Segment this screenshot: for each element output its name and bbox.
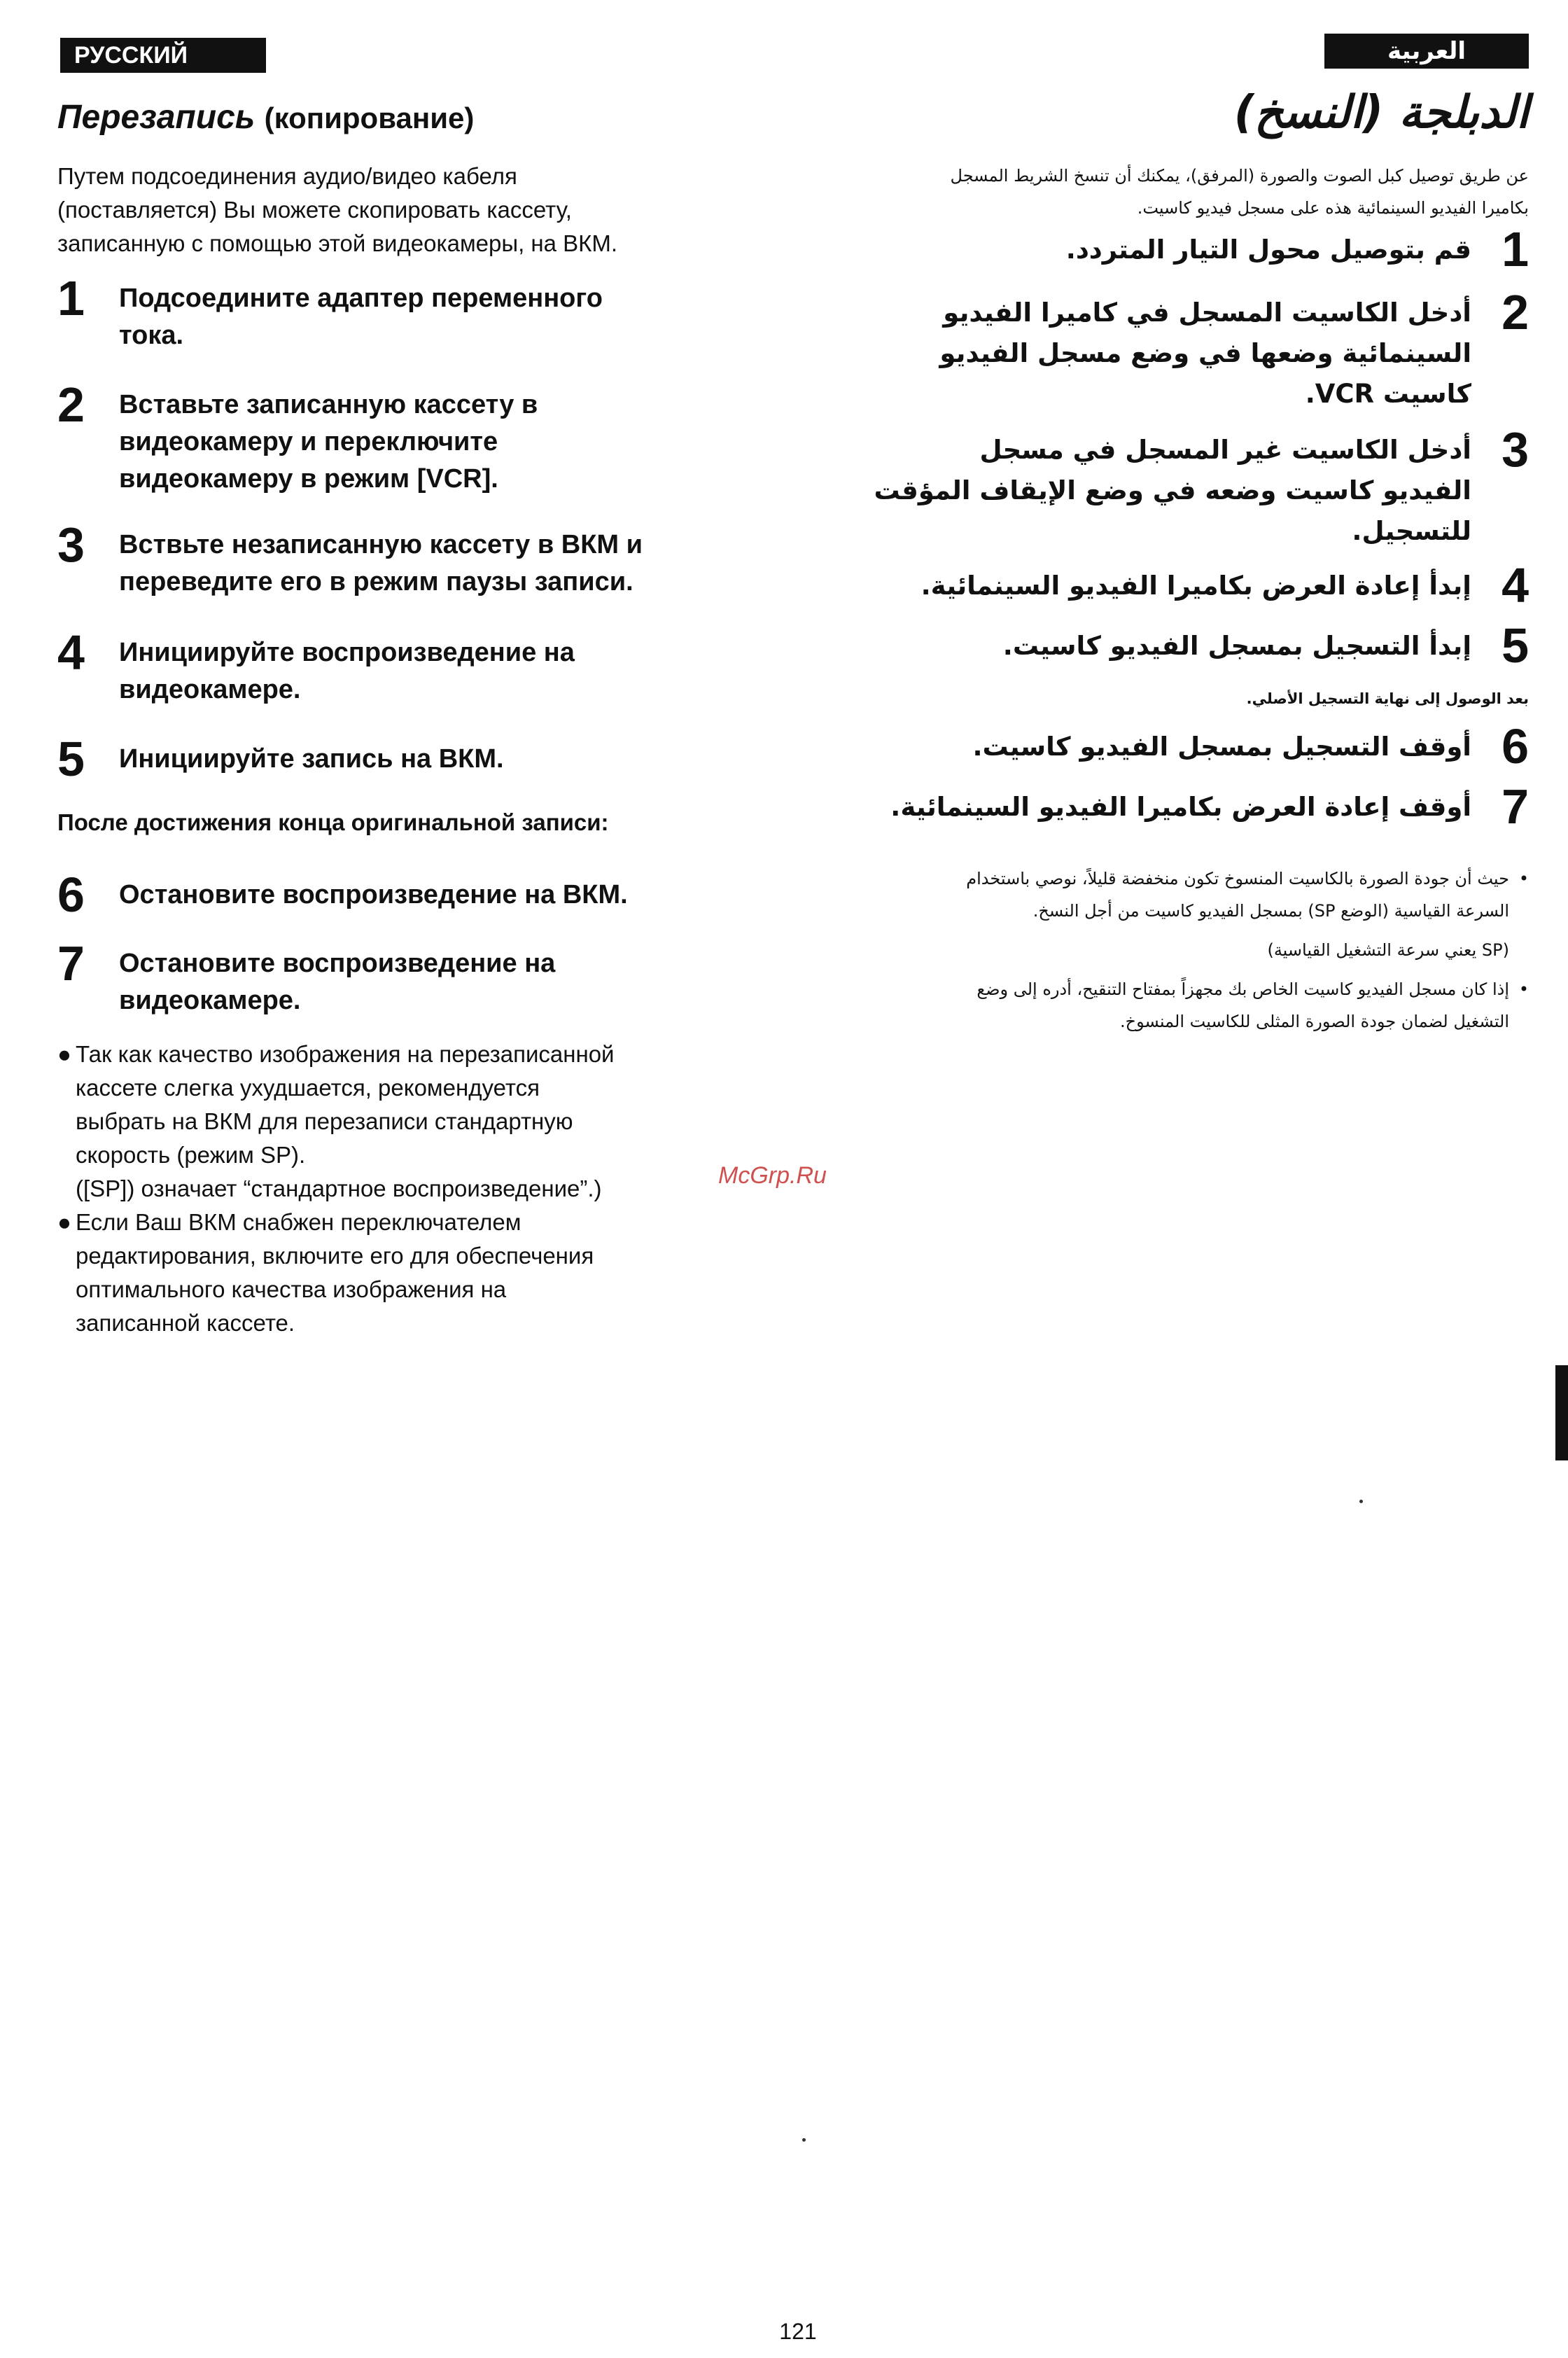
ru-note-line: записанной кассете. [76, 1310, 295, 1336]
side-tab-marker [1555, 1365, 1568, 1460]
ar-note [913, 863, 1529, 927]
ru-step-text [119, 634, 749, 709]
ar-note [913, 973, 1529, 1038]
ru-step-number: 3 [57, 517, 85, 572]
ar-step-line: أوقف إعادة العرض بكاميرا الفيديو السينمائية. [890, 792, 1471, 822]
ru-note-line: оптимального качества изображения на [76, 1276, 507, 1302]
ar-sp-note: (SP يعني سرعة التشغيل القياسية) [1267, 940, 1509, 960]
ar-step-text [841, 727, 1471, 767]
ru-step-line: видеокамеру и переключите [119, 427, 498, 456]
scan-speck [1359, 1500, 1363, 1503]
ru-step-number: 7 [57, 936, 85, 991]
ar-step-text [841, 293, 1471, 414]
ar-step-number: 2 [1502, 285, 1529, 340]
ar-step-1 [829, 222, 1529, 286]
ru-title-sub: (копирование) [264, 102, 475, 134]
ru-note-line: кассете слегка ухудшается, рекомендуется [76, 1075, 540, 1101]
ar-note-line: إذا كان مسجل الفيديو كاسيت الخاص بك مجهزاً بمفتاح التنقيح، أدره إلى وضع [976, 979, 1509, 999]
ar-step-2 [829, 285, 1529, 409]
ar-intro [913, 160, 1529, 224]
ru-page-title [57, 98, 729, 137]
ar-step-4 [829, 558, 1529, 622]
ru-step-text [119, 877, 749, 914]
ar-note-line: التشغيل لضمان جودة الصورة المثلى للكاسيت المنسوخ. [1119, 1012, 1509, 1031]
ar-subheading: بعد الوصول إلى نهاية التسجيل الأصلي. [1246, 690, 1529, 707]
ar-page-title: الدبلجة (النسخ) [1233, 87, 1529, 139]
ar-step-text [841, 566, 1471, 606]
ar-step-line: الفيديو كاسيت وضعه في وضع الإيقاف المؤقت [874, 475, 1471, 505]
ar-step-7 [829, 779, 1529, 843]
ar-step-line: إبدأ التسجيل بمسجل الفيديو كاسيت. [1002, 631, 1471, 661]
ru-note-line: выбрать на ВКМ для перезаписи стандартную [76, 1108, 573, 1134]
ar-note-line: حيث أن جودة الصورة بالكاسيت المنسوخ تكون منخفضة قليلاً، نوصي باستخدام [966, 869, 1509, 888]
ru-step-number: 4 [57, 625, 85, 680]
ru-step-number: 1 [57, 271, 85, 326]
ru-step-line: Инициируйте воспроизведение на [119, 638, 575, 667]
ru-note-line: скорость (режим SP). [76, 1142, 306, 1168]
ru-step-line: Остановите воспроизведение на [119, 949, 556, 978]
ar-step-number: 7 [1502, 779, 1529, 834]
ar-step-line: أوقف التسجيل بمسجل الفيديو كاسيت. [972, 732, 1471, 762]
bullet-icon: • [1518, 869, 1529, 888]
ar-step-number: 4 [1502, 558, 1529, 613]
ar-step-text [841, 230, 1471, 270]
ar-step-number: 5 [1502, 618, 1529, 673]
russian-language-badge: РУССКИЙ ЯЗЫК [60, 38, 266, 73]
ru-note-line: Если Ваш ВКМ снабжен переключателем [76, 1209, 522, 1235]
ar-step-6 [829, 719, 1529, 783]
ar-intro-line: بكاميرا الفيديو السينمائية هذه على مسجل فيديو كاسيت. [1137, 198, 1529, 218]
ru-step-line: Инициируйте запись на ВКМ. [119, 744, 504, 774]
ru-step-number: 2 [57, 377, 85, 432]
ru-step-number: 6 [57, 867, 85, 922]
ru-step-number: 5 [57, 732, 85, 786]
ar-step-text [841, 430, 1471, 552]
ar-notes [913, 863, 1529, 1045]
ru-step-text [119, 280, 749, 354]
bullet-icon: ● [57, 1041, 71, 1067]
watermark: McGrp.Ru [718, 1162, 827, 1189]
ar-step-line: السينمائية وضعها في وضع مسجل الفيديو [939, 338, 1471, 368]
bullet-icon: • [1518, 979, 1529, 999]
ru-step-line: Остановите воспроизведение на ВКМ. [119, 880, 628, 909]
ar-step-text [841, 626, 1471, 667]
scan-speck [802, 2138, 806, 2142]
ru-note [57, 1206, 743, 1340]
ru-intro-line: записанную с помощью этой видеокамеры, на ВКМ. [57, 230, 618, 256]
ru-note-line: ([SP]) означает “стандартное воспроизведение”.) [76, 1175, 602, 1201]
ru-intro [57, 160, 729, 260]
ar-step-line: أدخل الكاسيت المسجل في كاميرا الفيديو [943, 298, 1471, 328]
ru-intro-line: Путем подсоединения аудио/видео кабеля [57, 163, 517, 189]
ru-step-line: тока. [119, 321, 184, 350]
ru-step-line: видеокамере. [119, 986, 301, 1015]
ar-step-line: أدخل الكاسيت غير المسجل في مسجل [979, 435, 1471, 465]
ru-step-line: Вставьте записанную кассету в [119, 390, 538, 419]
ar-step-number: 6 [1502, 719, 1529, 774]
ru-step-line: видеокамеру в режим [VCR]. [119, 464, 498, 494]
arabic-language-badge: العربية [1324, 34, 1529, 69]
ar-step-number: 1 [1502, 222, 1529, 277]
page-number: 121 [779, 2319, 817, 2344]
ar-step-line: للتسجيل. [1352, 516, 1471, 546]
ru-intro-line: (поставляется) Вы можете скопировать кассету, [57, 197, 572, 223]
ru-step-line: Подсоедините адаптер переменного [119, 284, 603, 313]
ar-step-line: إبدأ إعادة العرض بكاميرا الفيديو السينمائية. [920, 571, 1471, 601]
ru-step-line: Вствьте незаписанную кассету в ВКМ и [119, 530, 643, 559]
ru-title-main: Перезапись [57, 99, 255, 136]
ru-step-line: переведите его в режим паузы записи. [119, 567, 634, 597]
ru-step-text [119, 945, 749, 1019]
ru-note-line: редактирования, включите его для обеспечения [76, 1243, 594, 1269]
ru-note [57, 1038, 743, 1206]
ar-intro-line: عن طريق توصيل كبل الصوت والصورة (المرفق)، يمكنك أن تنسخ الشريط المسجل [950, 166, 1529, 186]
ar-step-number: 3 [1502, 422, 1529, 477]
bullet-icon: ● [57, 1209, 71, 1235]
ar-note-line: السرعة القياسية (الوضع SP) بمسجل الفيديو كاسيت من أجل النسخ. [1032, 901, 1509, 921]
ar-step-text [841, 787, 1471, 828]
ru-note-line: Так как качество изображения на перезаписанной [76, 1041, 615, 1067]
ar-step-3 [829, 422, 1529, 546]
ru-step-text [119, 741, 749, 778]
ar-step-line: قم بتوصيل محول التيار المتردد. [1065, 235, 1471, 265]
ru-step-line: видеокамере. [119, 675, 301, 704]
ru-subheading: После достижения конца оригинальной записи: [57, 809, 609, 835]
ar-step-5 [829, 618, 1529, 682]
ru-step-text [119, 526, 749, 601]
ru-notes [57, 1038, 743, 1340]
ar-step-line: كاسيت VCR. [1305, 379, 1471, 409]
ru-step-text [119, 386, 749, 498]
